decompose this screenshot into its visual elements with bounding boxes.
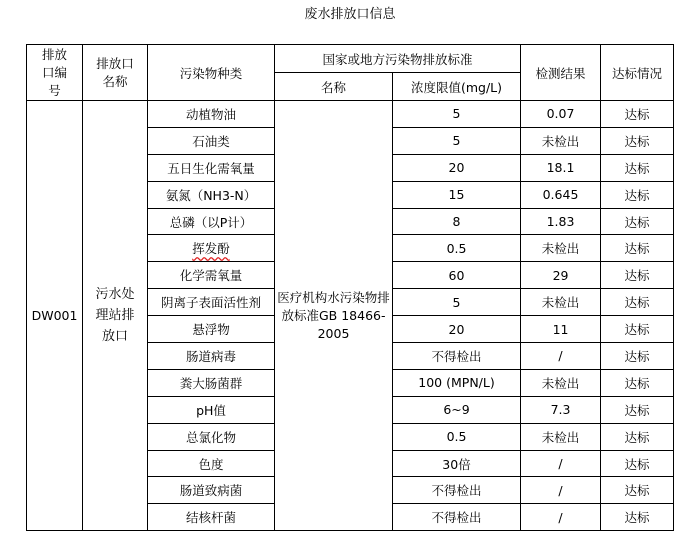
- pollutant-name: 色度: [198, 456, 224, 472]
- header-result: 检测结果: [521, 45, 601, 101]
- limit-cell: 100 (MPN/L): [393, 369, 521, 396]
- pollutant-name: 结核杆菌: [185, 510, 236, 526]
- pollutant-cell: [148, 343, 275, 370]
- pollutant-cell: [148, 181, 275, 208]
- header-limit: 浓度限值(mg/L): [393, 73, 521, 101]
- table-body: [27, 101, 674, 531]
- compliance-cell: 达标: [601, 316, 674, 343]
- standard-name-cell: 医疗机构水污染物排放标准GB 18466-2005: [275, 101, 393, 531]
- pollutant-cell: [148, 262, 275, 289]
- pollutant-cell: [148, 316, 275, 343]
- pollutant-name: 挥发酚: [192, 241, 230, 257]
- pollutant-name: 化学需氧量: [179, 268, 243, 284]
- limit-cell: 0.5: [393, 423, 521, 450]
- compliance-cell: 达标: [601, 343, 674, 370]
- compliance-cell: 达标: [601, 208, 674, 235]
- header-outlet-name: 排放口名称: [83, 45, 148, 101]
- table-row: [27, 101, 674, 128]
- result-cell: /: [521, 343, 601, 370]
- pollutant-name: 悬浮物: [192, 322, 230, 338]
- limit-cell: 不得检出: [393, 477, 521, 504]
- pollutant-name: 粪大肠菌群: [179, 375, 243, 391]
- compliance-cell: 达标: [601, 289, 674, 316]
- compliance-cell: 达标: [601, 423, 674, 450]
- pollutant-cell: [148, 423, 275, 450]
- pollutant-cell: [148, 235, 275, 262]
- result-cell: 未检出: [521, 289, 601, 316]
- outlet-name-cell: [83, 101, 148, 531]
- limit-cell: 6~9: [393, 396, 521, 423]
- result-cell: 未检出: [521, 369, 601, 396]
- pollutant-name: 氨氮（NH3-N）: [165, 187, 257, 203]
- compliance-cell: 达标: [601, 262, 674, 289]
- compliance-cell: 达标: [601, 369, 674, 396]
- compliance-cell: 达标: [601, 154, 674, 181]
- result-cell: 未检出: [521, 235, 601, 262]
- result-cell: 1.83: [521, 208, 601, 235]
- limit-cell: 30倍: [393, 450, 521, 477]
- limit-cell: 0.5: [393, 235, 521, 262]
- outlet-no-cell: DW001: [27, 101, 83, 531]
- pollutant-cell: [148, 154, 275, 181]
- compliance-cell: 达标: [601, 477, 674, 504]
- header-compliance: 达标情况: [601, 45, 674, 101]
- limit-cell: 不得检出: [393, 504, 521, 531]
- pollutant-cell: [148, 208, 275, 235]
- pollutant-name: 石油类: [192, 133, 230, 149]
- pollutant-cell: [148, 396, 275, 423]
- pollutant-name: 阴离子表面活性剂: [160, 295, 261, 311]
- limit-cell: 不得检出: [393, 343, 521, 370]
- limit-cell: 5: [393, 101, 521, 128]
- compliance-cell: 达标: [601, 235, 674, 262]
- limit-cell: 60: [393, 262, 521, 289]
- pollutant-cell: [148, 504, 275, 531]
- limit-cell: 20: [393, 316, 521, 343]
- result-cell: 0.645: [521, 181, 601, 208]
- pollutant-cell: [148, 477, 275, 504]
- pollutant-cell: [148, 450, 275, 477]
- result-cell: /: [521, 450, 601, 477]
- compliance-cell: 达标: [601, 127, 674, 154]
- pollutant-name: 总氯化物: [185, 429, 236, 445]
- result-cell: 7.3: [521, 396, 601, 423]
- pollutant-cell: [148, 289, 275, 316]
- result-cell: /: [521, 477, 601, 504]
- page-title: 废水排放口信息: [304, 7, 396, 22]
- limit-cell: 5: [393, 289, 521, 316]
- result-cell: 未检出: [521, 423, 601, 450]
- result-cell: 11: [521, 316, 601, 343]
- pollutant-cell: [148, 101, 275, 128]
- result-cell: 未检出: [521, 127, 601, 154]
- limit-cell: 5: [393, 127, 521, 154]
- pollutant-cell: [148, 369, 275, 396]
- pollutant-cell: [148, 127, 275, 154]
- header-standard-name: 名称: [275, 73, 393, 101]
- pollutant-name: 总磷（以P计）: [169, 214, 253, 230]
- emission-table: [26, 44, 674, 531]
- outlet-name-text: 污水处理站排放口: [95, 287, 135, 345]
- limit-cell: 15: [393, 181, 521, 208]
- compliance-cell: 达标: [601, 504, 674, 531]
- header-standard-group: 国家或地方污染物排放标准: [275, 45, 521, 73]
- pollutant-name: 五日生化需氧量: [167, 160, 255, 176]
- result-cell: 18.1: [521, 154, 601, 181]
- compliance-cell: 达标: [601, 450, 674, 477]
- pollutant-name: 肠道病毒: [185, 348, 236, 364]
- pollutant-name: pH值: [196, 402, 226, 418]
- header-outlet-no: 排放口编号: [27, 45, 83, 101]
- result-cell: 0.07: [521, 101, 601, 128]
- compliance-cell: 达标: [601, 181, 674, 208]
- header-pollutant: 污染物种类: [148, 45, 275, 101]
- result-cell: 29: [521, 262, 601, 289]
- result-cell: /: [521, 504, 601, 531]
- limit-cell: 8: [393, 208, 521, 235]
- pollutant-name: 动植物油: [185, 106, 236, 122]
- limit-cell: 20: [393, 154, 521, 181]
- compliance-cell: 达标: [601, 101, 674, 128]
- pollutant-name: 肠道致病菌: [179, 483, 243, 499]
- compliance-cell: 达标: [601, 396, 674, 423]
